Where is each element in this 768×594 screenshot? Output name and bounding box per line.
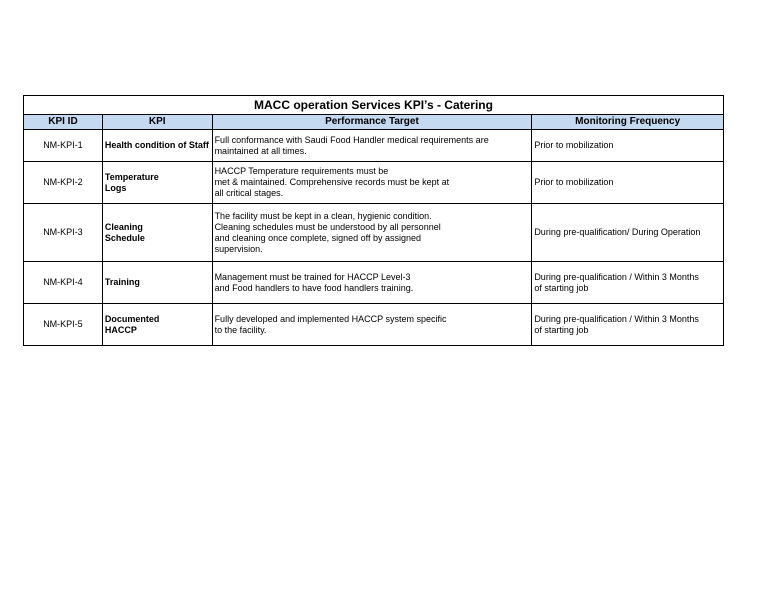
kpi-name-cell: Health condition of Staff [102,130,212,162]
performance-target-cell: Full conformance with Saudi Food Handler medical requirements are maintained at all times. [212,130,532,162]
header-kpi-id: KPI ID [24,115,103,130]
kpi-id-cell: NM-KPI-4 [24,262,103,304]
kpi-name-cell: Temperature Logs [102,162,212,204]
kpi-name-cell: Training [102,262,212,304]
kpi-id-cell: NM-KPI-5 [24,304,103,346]
monitoring-frequency-cell: Prior to mobilization [532,130,724,162]
header-performance-target: Performance Target [212,115,532,130]
monitoring-frequency-cell: Prior to mobilization [532,162,724,204]
performance-target-cell: The facility must be kept in a clean, hygienic condition. Cleaning schedules must be understood by all personnel and cleaning once complete, signed off by assigned supervision. [212,204,532,262]
table-row [24,304,724,346]
kpi-id-cell: NM-KPI-1 [24,130,103,162]
kpi-table [23,95,724,346]
table-header-row [24,115,724,130]
header-kpi: KPI [102,115,212,130]
table-row [24,162,724,204]
table-row [24,262,724,304]
performance-target-cell: HACCP Temperature requirements must be met & maintained. Comprehensive records must be kept at all critical stages. [212,162,532,204]
kpi-name-cell: Documented HACCP [102,304,212,346]
monitoring-frequency-cell: During pre-qualification/ During Operation [532,204,724,262]
monitoring-frequency-cell: During pre-qualification / Within 3 Months of starting job [532,262,724,304]
performance-target-cell: Management must be trained for HACCP Level-3 and Food handlers to have food handlers training. [212,262,532,304]
performance-target-cell: Fully developed and implemented HACCP system specific to the facility. [212,304,532,346]
kpi-id-cell: NM-KPI-2 [24,162,103,204]
table-row [24,130,724,162]
kpi-id-cell: NM-KPI-3 [24,204,103,262]
monitoring-frequency-cell: During pre-qualification / Within 3 Months of starting job [532,304,724,346]
table-title-row [24,96,724,115]
table-title: MACC operation Services KPI’s - Catering [24,96,724,115]
header-monitoring-frequency: Monitoring Frequency [532,115,724,130]
kpi-name-cell: Cleaning Schedule [102,204,212,262]
table-row [24,204,724,262]
